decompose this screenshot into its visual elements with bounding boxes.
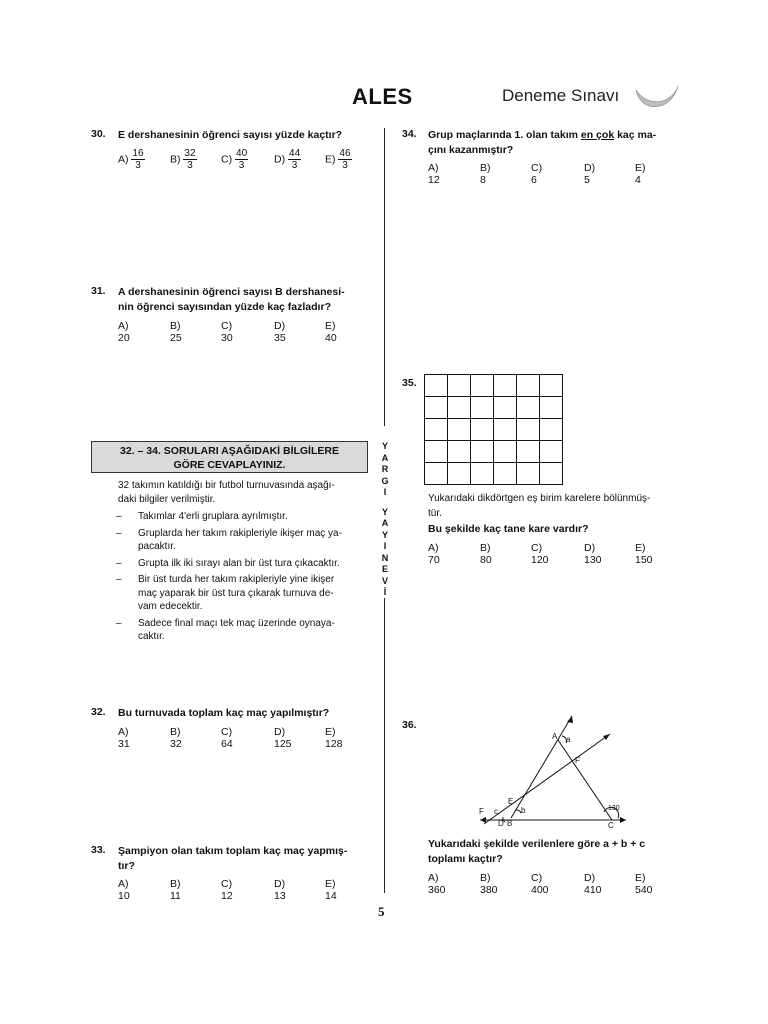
side-letter: A [381,452,389,463]
bullet-dash: – [116,557,122,569]
q35-desc-line2: tür. [428,508,442,519]
q35-option-b[interactable]: B) 80 [480,542,492,566]
q36-option-b[interactable]: B) 380 [480,872,498,896]
fraction [183,148,196,171]
grid-cell [516,396,540,419]
brand-swoosh-icon [634,80,680,116]
grid-cell [516,418,540,441]
grid-cell [539,440,563,463]
side-letter: I [383,487,387,497]
q36-number: 36. [402,719,417,731]
q33-option-c[interactable]: C) 12 [221,878,233,902]
label-E: E [508,797,514,806]
bullet-dash: – [116,617,122,629]
info-bullet [116,573,368,614]
q34-option-d[interactable]: D) 5 [584,162,596,186]
grid-cell [493,374,517,397]
q33-option-e[interactable]: E) 14 [325,878,337,902]
q31-text-line1: A dershanesinin öğrenci sayısı B dershanesi- [118,286,345,298]
grid-cell [424,418,448,441]
q30-option-c[interactable] [221,148,248,171]
bullet-text [138,573,334,614]
arrow-left-icon [480,817,486,823]
q34-option-c[interactable]: C) 6 [531,162,543,186]
fraction-numerator: 40 [236,148,248,159]
bullet-line: pacaktır. [138,541,176,552]
grid-cell [493,418,517,441]
q31-option-c[interactable]: C) 30 [221,320,233,344]
q30-option-e[interactable] [325,148,352,171]
info-intro-line1: 32 takımın katıldığı bir futbol turnuvasında aşağı- [118,480,335,491]
q33-number: 33. [91,844,106,856]
fraction-numerator: 16 [132,148,144,159]
q30-option-d[interactable] [274,148,301,171]
side-letter: A [381,518,389,528]
grid-cell [447,374,471,397]
info-bullet [116,557,368,571]
column-divider-bottom [384,598,385,893]
q36-option-d[interactable]: D) 410 [584,872,602,896]
q35-question: Bu şekilde kaç tane kare vardır? [428,523,589,535]
arrow-upper-right-icon [603,734,610,740]
q34-text-underlined: en çok [580,129,615,141]
q35-option-a[interactable]: A) 70 [428,542,440,566]
q36-geometry-figure [474,712,644,832]
grid-cell [539,418,563,441]
q31-option-a[interactable]: A) 20 [118,320,130,344]
info-bullets [116,510,368,644]
grid-cell [470,462,494,485]
q31-number: 31. [91,285,106,297]
grid-cell [447,396,471,419]
q32-option-a[interactable]: A) 31 [118,726,130,750]
q35-option-d[interactable]: D) 130 [584,542,602,566]
info-intro [118,479,368,507]
label-c: c [494,807,498,816]
bullet-line: Sadece final maçı tek maç üzerinde oynaya- [138,617,335,629]
q33-option-b[interactable]: B) 11 [170,878,181,902]
q30-text: E dershanesinin öğrenci sayısı yüzde kaçtır? [118,129,343,141]
label-a: a [566,735,571,744]
q32-option-e[interactable]: E) 128 [325,726,343,750]
label-F-top: F [575,756,580,765]
info-bullet [116,510,368,524]
q35-number: 35. [402,377,417,389]
grid-cell [539,374,563,397]
q36-option-a[interactable]: A) 360 [428,872,446,896]
fraction [288,148,301,171]
grid-cell [470,374,494,397]
grid-cell [424,462,448,485]
label-B: B [507,819,513,828]
q33-option-a[interactable]: A) 10 [118,878,130,902]
side-letter: V [381,575,388,586]
q35-description [428,491,650,521]
q32-number: 32. [91,706,106,718]
q31-text-line2: nin öğrenci sayısından yüzde kaç fazladır? [118,301,331,313]
q30-option-a[interactable] [118,148,145,171]
option-label: E) [325,153,336,166]
q34-text-part: kaç ma- [614,129,657,141]
grid-cell [539,396,563,419]
q34-option-b[interactable]: B) 8 [480,162,491,186]
brand-title: ALES [352,84,413,109]
bullet-line: Takımlar 4'erli gruplara ayrılmıştır. [138,511,288,522]
option-label: B) [170,153,181,166]
side-letter: E [381,564,388,574]
q34-text-line1 [428,128,656,143]
label-F-left: F [479,807,484,816]
q33-text-line1: Şampiyon olan takım toplam kaç maç yapmış- [118,845,348,857]
fraction-numerator: 46 [339,148,351,159]
bullet-dash: – [116,527,122,539]
q33-option-d[interactable]: D) 13 [274,878,286,902]
bullet-line: maç yaparak bir üst tura çıkarak turnuva de- [138,587,334,599]
info-bullet [116,617,368,644]
fraction-denominator: 3 [135,160,141,171]
bullet-text [138,617,335,644]
bullet-line: Gruplarda her takım rakipleriyle ikişer maç ya- [138,527,342,539]
bullet-line: Grupta ilk iki sırayı alan bir üst tura çıkacaktır. [138,557,340,569]
fraction-denominator: 3 [342,160,348,171]
label-D: D [498,819,504,828]
grid-cell [516,462,540,485]
q36-option-c[interactable]: C) 400 [531,872,549,896]
label-angle-130: 130 [608,805,620,812]
grid-cell [493,440,517,463]
side-letter: Y [381,441,388,451]
side-letter: Y [381,506,388,517]
fraction [131,148,144,171]
arrow-right-icon [620,817,626,823]
q31-option-e[interactable]: E) 40 [325,320,337,344]
publisher-vertical-text [379,441,391,599]
bullet-text [138,557,340,571]
q34-option-e[interactable]: E) 4 [635,162,646,186]
grid-cell [470,396,494,419]
q32-option-d[interactable]: D) 125 [274,726,292,750]
grid-cell [424,374,448,397]
info-bullet [116,527,368,554]
q32-text: Bu turnuvada toplam kaç maç yapılmıştır? [118,707,330,719]
grid-cell [516,374,540,397]
fraction [338,148,351,171]
grid-cell [447,462,471,485]
q33-text-line2: tır? [118,860,135,872]
q30-options [118,148,368,178]
grid-cell [539,462,563,485]
q35-option-e[interactable]: E) 150 [635,542,653,566]
arrow-top-icon [567,716,573,723]
q36-text-line1: Yukarıdaki şekilde verilenlere göre a + b + c [428,838,646,850]
fraction-denominator: 3 [187,160,193,171]
q31-option-d[interactable]: D) 35 [274,320,286,344]
side-letter: N [381,552,389,563]
label-b: b [521,806,526,815]
q34-option-a[interactable]: A) 12 [428,162,440,186]
bullet-text [138,527,342,554]
bullet-text [138,510,288,524]
side-letter: G [381,475,389,486]
line-through-E-F [484,734,610,824]
info-heading-line1: 32. – 34. SORULARI AŞAĞIDAKİ BİLGİLERE [120,445,339,457]
exam-subtitle: Deneme Sınavı [502,86,620,105]
side-letter: I [383,541,387,551]
fraction-denominator: 3 [238,160,245,171]
grid-cell [447,440,471,463]
option-label: D) [274,153,286,166]
fraction-numerator: 44 [289,148,301,159]
bullet-line: caktır. [138,631,165,642]
side-letter: İ [383,587,387,597]
q35-option-c[interactable]: C) 120 [531,542,549,566]
label-C: C [608,821,614,830]
side-letter: Y [381,529,388,540]
line-through-B-to-A [511,716,572,818]
q35-desc-line1: Yukarıdaki dikdörtgen eş birim karelere bölünmüş- [428,493,651,504]
grid-cell [493,462,517,485]
page-number: 5 [378,904,385,919]
q31-option-b[interactable]: B) 25 [170,320,182,344]
q35-rectangle-grid [424,374,568,489]
grid-cell [470,418,494,441]
option-label: A) [118,153,129,166]
side-letter: R [381,464,389,474]
grid-cell [424,396,448,419]
q36-option-e[interactable]: E) 540 [635,872,653,896]
bullet-line: vam edecektir. [138,601,203,612]
grid-cell [424,440,448,463]
q34-number: 34. [402,128,417,140]
info-intro-line2: daki bilgiler verilmiştir. [118,494,216,505]
side-letter [379,499,391,507]
fraction [235,148,248,171]
grid-cell [447,418,471,441]
info-heading-box [91,441,368,473]
bullet-dash: – [116,511,122,522]
info-heading-line2: GÖRE CEVAPLAYINIZ. [173,459,286,471]
q32-option-b[interactable]: B) 32 [170,726,182,750]
bullet-line: Bir üst turda her takım rakipleriyle yine ikişer [138,574,335,585]
q34-text-line2: çını kazanmıştır? [428,144,514,156]
grid-cell [470,440,494,463]
q30-option-b[interactable] [170,148,197,171]
q30-number: 30. [91,128,106,140]
option-label: C) [221,153,233,166]
fraction-numerator: 32 [184,148,196,159]
bullet-dash: – [116,574,122,585]
grid-cell [516,440,540,463]
grid-cell [493,396,517,419]
column-divider-top [384,128,385,426]
q32-option-c[interactable]: C) 64 [221,726,233,750]
label-A: A [552,732,558,741]
fraction-denominator: 3 [291,160,298,171]
q34-text-part: Grup maçlarında 1. olan takım [428,129,581,141]
q36-text-line2: toplamı kaçtır? [428,853,503,865]
